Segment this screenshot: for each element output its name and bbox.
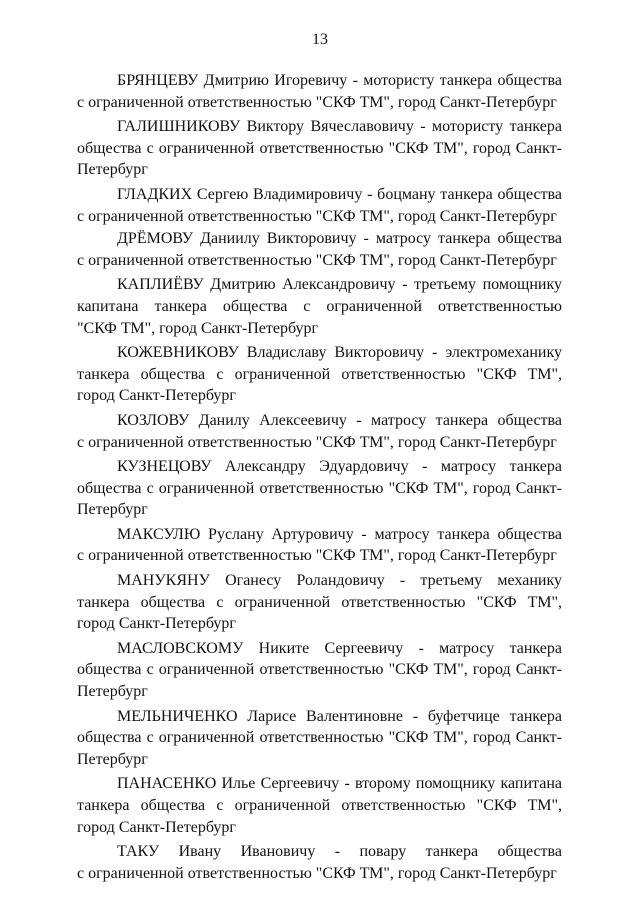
- entry-line: Петербург: [77, 750, 148, 768]
- entry-first-line: ПАНАСЕНКО Илье Сергеевичу - второму помощнику капитана: [117, 775, 562, 793]
- entry-first-line: МАНУКЯНУ Оганесу Роландовичу - третьему механику: [117, 572, 562, 590]
- award-entry: [77, 70, 562, 113]
- entry-first-line: КУЗНЕЦОВУ Александру Эдуардовичу - матросу танкера: [117, 458, 562, 476]
- entry-line: "СКФ ТМ", город Санкт-Петербург: [77, 319, 319, 337]
- entry-line: общества с ограниченной ответственностью "СКФ ТМ", город Санкт-: [77, 139, 562, 157]
- award-entry: [77, 638, 562, 703]
- award-entry: [77, 524, 562, 567]
- entry-line: общества с ограниченной ответственностью "СКФ ТМ", город Санкт-: [77, 479, 562, 497]
- award-entry: [77, 706, 562, 771]
- entry-first-line: ГЛАДКИХ Сергею Владимировичу - боцману танкера общества: [117, 185, 562, 203]
- entry-line: общества с ограниченной ответственностью "СКФ ТМ", город Санкт-: [77, 729, 562, 747]
- award-entry: [77, 228, 562, 271]
- award-entry: [77, 570, 562, 635]
- award-entry: [77, 410, 562, 453]
- entry-first-line: КОЗЛОВУ Данилу Алексеевичу - матросу танкера общества: [117, 411, 562, 429]
- entry-line: с ограниченной ответственностью "СКФ ТМ", город Санкт-Петербург: [77, 547, 557, 565]
- entry-line: Петербург: [77, 161, 148, 179]
- entry-first-line: БРЯНЦЕВУ Дмитрию Игоревичу - мотористу танкера общества: [117, 72, 562, 89]
- entry-line: с ограниченной ответственностью "СКФ ТМ", город Санкт-Петербург: [77, 433, 557, 451]
- entry-first-line: МАКСУЛЮ Руслану Артуровичу - матросу танкера общества: [117, 525, 562, 543]
- entry-first-line: КАПЛИЁВУ Дмитрию Александровичу - третьему помощнику: [117, 276, 562, 294]
- award-entry: [77, 456, 562, 521]
- entry-first-line: МАСЛОВСКОМУ Никите Сергеевичу - матросу танкера: [117, 639, 562, 657]
- entry-line: с ограниченной ответственностью "СКФ ТМ", город Санкт-Петербург: [77, 207, 557, 225]
- entry-line: танкера общества с ограниченной ответственностью "СКФ ТМ",: [77, 593, 562, 611]
- entry-line: с ограниченной ответственностью "СКФ ТМ", город Санкт-Петербург: [77, 864, 557, 882]
- entry-first-line: МЕЛЬНИЧЕНКО Ларисе Валентиновне - буфетчице танкера: [117, 707, 562, 725]
- entry-first-line: ТАКУ Ивану Ивановичу - повару танкера общества: [117, 843, 562, 861]
- entry-line: Петербург: [77, 501, 148, 519]
- document-body: [77, 70, 562, 887]
- award-entry: [77, 274, 562, 339]
- award-entry: [77, 841, 562, 884]
- entry-line: Петербург: [77, 683, 148, 701]
- award-entry: [77, 116, 562, 181]
- entry-line: с ограниченной ответственностью "СКФ ТМ", город Санкт-Петербург: [77, 251, 557, 269]
- award-entry: [77, 773, 562, 838]
- award-entry: [77, 342, 562, 407]
- entry-line: танкера общества с ограниченной ответственностью "СКФ ТМ",: [77, 797, 562, 814]
- page-number: 13: [312, 31, 328, 48]
- entry-line: общества с ограниченной ответственностью "СКФ ТМ", город Санкт-: [77, 661, 562, 679]
- entry-first-line: ДРЁМОВУ Даниилу Викторовичу - матросу танкера общества: [117, 230, 562, 248]
- entry-line: с ограниченной ответственностью "СКФ ТМ", город Санкт-Петербург: [77, 93, 557, 111]
- entry-first-line: КОЖЕВНИКОВУ Владиславу Викторовичу - электромеханику: [117, 344, 562, 362]
- entry-line: танкера общества с ограниченной ответственностью "СКФ ТМ",: [77, 365, 562, 383]
- entry-line: город Санкт-Петербург: [77, 387, 236, 405]
- entry-first-line: ГАЛИШНИКОВУ Виктору Вячеславовичу - мотористу танкера: [117, 118, 562, 136]
- entry-line: капитана танкера общества с ограниченной ответственностью: [77, 297, 562, 315]
- entry-line: город Санкт-Петербург: [77, 615, 236, 633]
- award-entry: [77, 184, 562, 227]
- entry-line: город Санкт-Петербург: [77, 818, 236, 836]
